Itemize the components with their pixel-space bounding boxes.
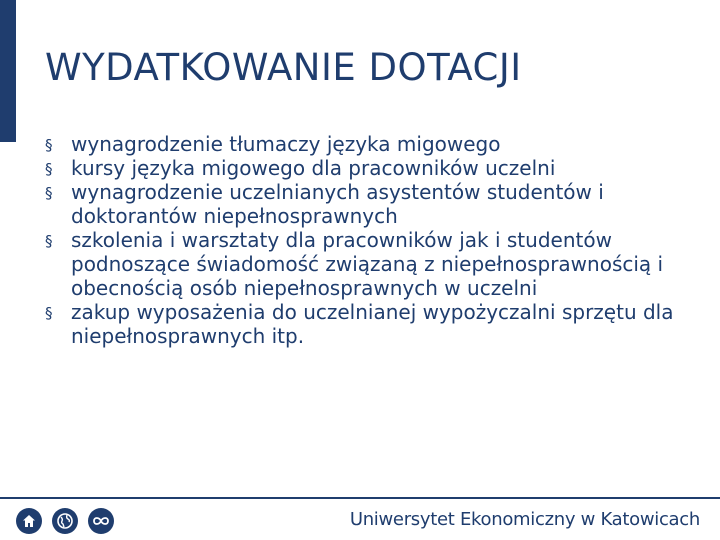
list-item <box>45 228 705 300</box>
list-item <box>45 132 705 156</box>
bullet-marker: § <box>45 304 53 322</box>
bullet-marker: § <box>45 232 53 250</box>
accent-bar <box>0 0 16 142</box>
bullet-text: wynagrodzenie uczelnianych asystentów studentów i doktorantów niepełnosprawnych <box>71 180 604 228</box>
bullet-text: szkolenia i warsztaty dla pracowników jak i studentów podnoszące świadomość związaną z niepełnosprawnością i obecnością osób niepełnosprawnych w uczelni <box>71 228 664 300</box>
footer-divider <box>0 497 720 499</box>
bullet-list <box>45 132 705 348</box>
footer-icon-group <box>16 508 114 534</box>
list-item <box>45 300 705 348</box>
globe-icon[interactable] <box>52 508 78 534</box>
bullet-text: kursy języka migowego dla pracowników uczelni <box>71 156 556 180</box>
list-item <box>45 156 705 180</box>
bullet-marker: § <box>45 184 53 202</box>
bullet-text: zakup wyposażenia do uczelnianej wypożyczalni sprzętu dla niepełnosprawnych itp. <box>71 300 674 348</box>
bullet-marker: § <box>45 136 53 154</box>
bullet-text: wynagrodzenie tłumaczy języka migowego <box>71 132 501 156</box>
slide-title: WYDATKOWANIE DOTACJI <box>45 46 522 89</box>
home-icon[interactable] <box>16 508 42 534</box>
university-name: Uniwersytet Ekonomiczny w Katowicach <box>349 509 700 530</box>
list-item <box>45 180 705 228</box>
bullet-marker: § <box>45 160 53 178</box>
infinity-icon[interactable] <box>88 508 114 534</box>
